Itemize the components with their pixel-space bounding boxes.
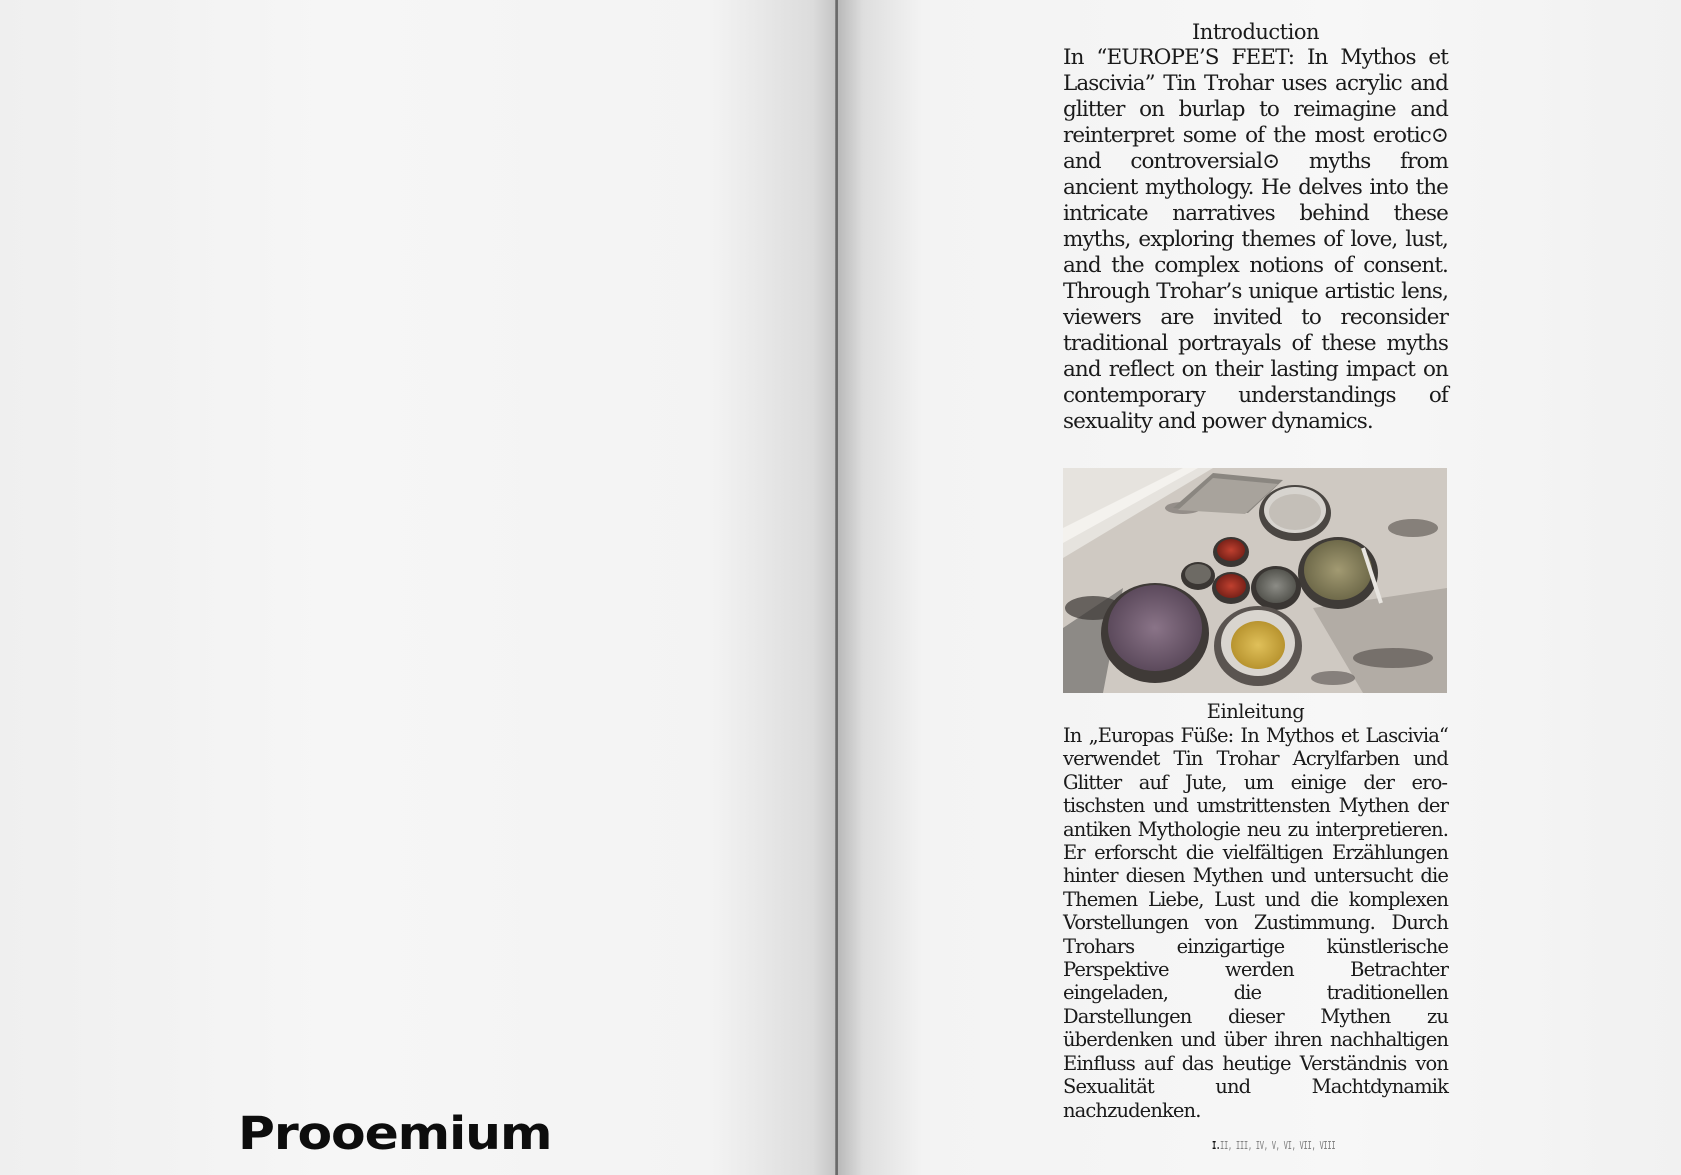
german-heading: Einleitung — [1206, 700, 1305, 723]
studio-photo — [1063, 468, 1447, 693]
german-column — [1063, 700, 1448, 1122]
german-body: In „Europas Füße: In Mythos et Lascivia“ verwendet Tin Trohar Acrylfarben und Glitter auf Jute, um einige der erotischsten und umstrittensten Mythen der antiken Mythologie neu zu interpretieren. Er erforscht die vielfältigen Erzählungen hinter diesen Mythen und untersucht die Themen Liebe, Lust und die komplexen Vorstellungen von Zustimmung. Durch Trohars einzigartige künstlerische Perspektive werden Betrachter eingeladen, die traditionellen Darstellungen dieser Mythen zu überdenken und über ihren nachhaltigen Einfluss auf das heutige Verständnis von Sexualität und Machtdynamik nachzudenken. — [1063, 724, 1448, 1122]
english-body: In “EUROPE’S FEET: In Mythos et Lascivia” Tin Trohar uses acrylic and glitter on burlap to reimagine and reinterpret some of the most erotic⊙ and controversial⊙ myths from ancient mythology. He delves into the intricate narratives behind these myths, exploring themes of love, lust, and the complex notions of consent. Through Trohar’s unique artistic lens, viewers are invited to reconsider traditional portrayals of these myths and reflect on their lasting impact on contemporary understandings of sexuality and power dynamics. — [1063, 45, 1448, 434]
current-chapter: I. — [1212, 1139, 1220, 1152]
english-column — [1063, 20, 1448, 435]
other-chapters: II, III, IV, V, VI, VII, VIII — [1219, 1139, 1336, 1152]
paint-buckets-with-glitter-icon — [1063, 468, 1447, 693]
english-heading: Introduction — [1192, 20, 1319, 44]
section-title: Prooemium — [238, 1107, 552, 1160]
chapter-navigation — [1212, 1139, 1335, 1152]
left-page — [0, 0, 838, 1175]
